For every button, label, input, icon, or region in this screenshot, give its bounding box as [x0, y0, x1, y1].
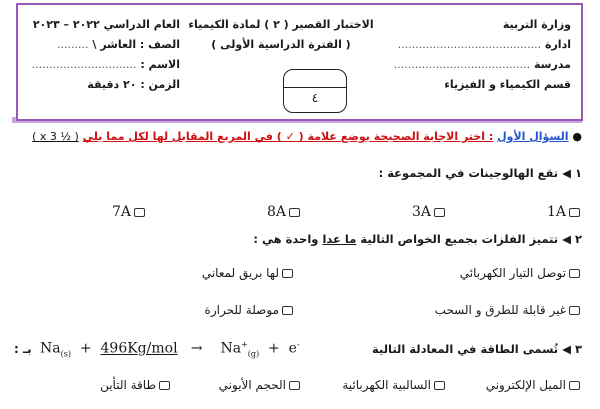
checkbox[interactable] — [569, 306, 580, 315]
checkbox[interactable] — [569, 381, 580, 390]
checkbox[interactable] — [282, 269, 293, 278]
q1-number: ١ — [574, 166, 582, 180]
checkbox[interactable] — [134, 208, 145, 217]
checkbox[interactable] — [289, 381, 300, 390]
question-one-title: ● السؤال الأول : اختر الاجابة الصحيحة بوضع علامة ( ✓ ) في المربع المقابل لها لكل مما يلي ( ½ x 3 ) — [32, 130, 582, 143]
ministry-label: وزارة التربية — [502, 18, 571, 31]
q1-option-2[interactable]: 3A — [412, 204, 445, 220]
score-value: ٤ — [311, 91, 319, 105]
q2-number: ٢ — [574, 232, 582, 246]
q3-suffix: بـ : — [14, 342, 32, 356]
q2-text-before: تتميز الفلزات بجميع الخواص التالية — [360, 232, 559, 246]
q1-text: تقع الهالوجينات في المجموعة : — [378, 166, 559, 180]
q3-stem: ٣ ◀ تُسمى الطاقة في المعادلة التالية — [372, 342, 582, 356]
q3-equation: $Na_{(s)} + 496Kg/mol$ → $Na^+_{(g)} + e^-$ — [40, 340, 300, 359]
q3-option-4[interactable]: طاقة التأين — [100, 378, 170, 392]
checkbox[interactable] — [289, 208, 300, 217]
q2-option-2[interactable]: لها بريق لمعاني — [202, 266, 293, 280]
q1-option-3[interactable]: 8A — [267, 204, 300, 220]
grade-label: الصف : العاشر \ — [92, 38, 180, 51]
department-label: قسم الكيمياء و الفيزياء — [444, 78, 571, 91]
directorate-label: ادارة — [544, 38, 571, 51]
q3-option-3[interactable]: الحجم الأيوني — [219, 378, 300, 392]
header-right-column: وزارة التربية ادارة ......................................... مدرسة ....................................... قسم الكيمياء و الفيزياء — [381, 15, 571, 95]
time-label: الزمن : ٢٠ دقيقة — [87, 78, 180, 91]
q1-stem: ١ ◀ تقع الهالوجينات في المجموعة : — [378, 166, 582, 180]
q3-text: تُسمى الطاقة في المعادلة التالية — [372, 342, 559, 356]
name-label: الاسم : — [140, 58, 180, 71]
exam-period: ( الفترة الدراسية الأولى ) — [211, 38, 351, 51]
header-middle-column — [181, 15, 381, 55]
score-box — [283, 69, 347, 113]
q2-option-1[interactable]: توصل التيار الكهربائي — [460, 266, 580, 280]
checkbox[interactable] — [569, 208, 580, 217]
q3-option-2[interactable]: السالبية الكهربائية — [342, 378, 445, 392]
checkbox[interactable] — [434, 208, 445, 217]
q2-stem: ٢ ◀ تتميز الفلزات بجميع الخواص التالية ما عدا واحدة هي : — [253, 232, 582, 246]
equation-product: Na — [220, 340, 242, 357]
checkbox[interactable] — [569, 269, 580, 278]
question-one-label: السؤال الأول — [497, 130, 569, 143]
question-one-instruction: : اختر الاجابة الصحيحة بوضع علامة ( ✓ ) في المربع المقابل لها لكل مما يلي — [82, 130, 494, 143]
equation-energy: 496Kg/mol — [100, 340, 178, 357]
equation-electron: e — [288, 340, 297, 357]
checkbox[interactable] — [434, 381, 445, 390]
header-left-column: العام الدراسي ٢٠٢٢ – ٢٠٢٣ الصف : العاشر \ ......... الاسم : .............................. الزمن : ٢٠ دقيقة — [30, 15, 180, 95]
exam-title: الاختبار القصير ( ٢ ) لمادة الكيمياء — [188, 18, 374, 31]
q2-option-3[interactable]: غير قابلة للطرق و السحب — [435, 303, 580, 317]
checkbox[interactable] — [159, 381, 170, 390]
school-label: مدرسة — [534, 58, 571, 71]
exam-header — [16, 3, 583, 121]
academic-year: العام الدراسي ٢٠٢٢ – ٢٠٢٣ — [32, 18, 180, 31]
equation-reactant: Na — [40, 340, 61, 357]
q3-number: ٣ — [574, 342, 582, 356]
q3-option-1[interactable]: الميل الإلكتروني — [486, 378, 580, 392]
q1-option-1[interactable]: 1A — [547, 204, 580, 220]
q2-option-4[interactable]: موصلة للحرارة — [205, 303, 293, 317]
q2-text-after: واحدة هي : — [253, 232, 319, 246]
equation-arrow: → — [190, 340, 203, 357]
question-one-points: ( ½ x 3 ) — [32, 130, 79, 143]
checkbox[interactable] — [282, 306, 293, 315]
q1-option-4[interactable]: 7A — [112, 204, 145, 220]
q2-text-underlined: ما عدا — [322, 232, 357, 246]
